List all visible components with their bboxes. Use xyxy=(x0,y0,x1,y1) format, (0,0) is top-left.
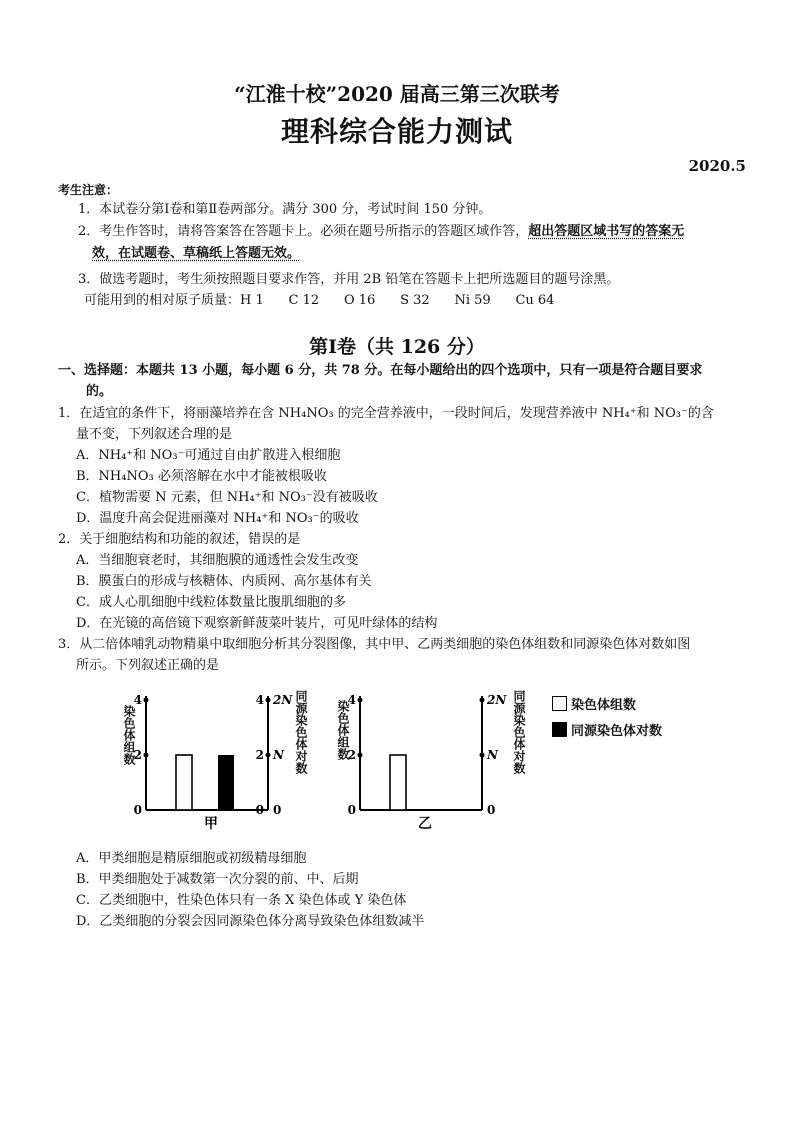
chart-jia-right-tick-4: 2N xyxy=(273,693,293,707)
chart-yi-right-axis-label: 同源染色体对数 xyxy=(512,690,526,774)
q1-stem-cont: 量不变，下列叙述合理的是 xyxy=(76,427,233,442)
legend-item-chromosome-sets xyxy=(552,694,662,712)
notice-item-2-text: 2．考生作答时，请将答案答在答题卡上。必须在题号所指示的答题区域作答， xyxy=(78,224,529,239)
chart-jia-right-inner-tick-2: 2 xyxy=(255,748,264,762)
q3-option-c: C．乙类细胞中，性染色体只有一条 X 染色体或 Y 染色体 xyxy=(76,893,407,908)
chart-jia xyxy=(133,684,296,834)
q3-option-a: A．甲类细胞是精原细胞或初级精母细胞 xyxy=(76,851,307,866)
chart-jia-right-inner-tick-4: 4 xyxy=(255,693,264,707)
chart-yi xyxy=(347,684,510,834)
chart-yi-right-tick-2: N xyxy=(487,748,498,762)
chart-jia-right-tick-2: N xyxy=(273,748,284,762)
chart-jia-right-tick-dot-4 xyxy=(266,698,271,703)
chart-jia-left-tick-4: 4 xyxy=(133,693,142,707)
chart-jia-left-tick-0: 0 xyxy=(133,803,142,817)
legend-swatch-black xyxy=(552,722,567,737)
chart-jia-xlabel: 甲 xyxy=(204,816,218,832)
q2-option-c: C．成人心肌细胞中线粒体数量比腹肌细胞的多 xyxy=(76,595,346,610)
q3-option-b: B．甲类细胞处于减数第一次分裂的前、中、后期 xyxy=(76,872,359,887)
notice-item-2-cont xyxy=(92,243,300,264)
chart-jia-bar-homologous-pairs xyxy=(218,755,234,810)
section-instruction: 一、选择题：本题共 13 小题，每小题 6 分，共 78 分。在每小题给出的四个选项中，只有一项是符合题目要求 xyxy=(58,363,703,378)
q2-option-d: D．在光镜的高倍镜下观察新鲜菠菜叶装片，可见叶绿体的结构 xyxy=(76,616,438,631)
q3-stem-cont: 所示。下列叙述正确的是 xyxy=(76,658,220,673)
chart-jia-right-tick-dot-2 xyxy=(266,753,271,758)
notice-item-2-emphasis: 超出答题区域书写的答案无 xyxy=(528,224,685,239)
exam-date: 2020.5 xyxy=(688,157,746,175)
chart-yi-left-tick-0: 0 xyxy=(347,803,356,817)
q3-option-d: D．乙类细胞的分裂会因同源染色体分离导致染色体组数减半 xyxy=(76,914,425,929)
chart-yi-left-tick-dot-4 xyxy=(358,698,363,703)
chart-yi-right-tick-4: 2N xyxy=(487,693,507,707)
section-title: 第Ⅰ卷（共 126 分） xyxy=(309,336,485,358)
legend-item-homologous-pairs xyxy=(552,720,662,738)
chart-yi-left-axis-label: 染色体组数 xyxy=(336,700,350,760)
chart-yi-xlabel: 乙 xyxy=(418,816,432,832)
atomic-masses: 可能用到的相对原子质量：H 1 C 12 O 16 S 32 Ni 59 Cu 64 xyxy=(84,293,555,308)
chart-yi-right-tick-dot-2 xyxy=(480,753,485,758)
chart-jia-left-tick-dot-2 xyxy=(144,753,149,758)
legend-label-homologous-pairs: 同源染色体对数 xyxy=(571,723,663,739)
q1-option-c: C．植物需要 N 元素，但 NH₄⁺和 NO₃⁻没有被吸收 xyxy=(76,490,378,505)
chart-yi-bar-chromosome-sets xyxy=(390,755,406,810)
q2-option-b: B．膜蛋白的形成与核糖体、内质网、高尔基体有关 xyxy=(76,574,372,589)
notice-heading: 考生注意： xyxy=(58,183,119,197)
notice-item-3: 3．做选考题时，考生须按照题目要求作答，并用 2B 铅笔在答题卡上把所选题目的题号涂黑。 xyxy=(78,272,620,287)
chart-jia-bar-chromosome-sets xyxy=(176,755,192,810)
q2-stem: 2．关于细胞结构和功能的叙述，错误的是 xyxy=(58,532,301,547)
q1-option-b: B．NH₄NO₃ 必须溶解在水中才能被根吸收 xyxy=(76,469,327,484)
chart-yi-right-tick-dot-4 xyxy=(480,698,485,703)
exam-subject-title: 理科综合能力测试 xyxy=(280,115,513,148)
q3-stem: 3．从二倍体哺乳动物精巢中取细胞分析其分裂图像，其中甲、乙两类细胞的染色体组数和同源染色体对数如图 xyxy=(58,637,691,652)
q1-option-a: A．NH₄⁺和 NO₃⁻可通过自由扩散进入根细胞 xyxy=(76,448,341,463)
legend-swatch-white xyxy=(552,696,567,711)
legend-label-chromosome-sets: 染色体组数 xyxy=(571,697,637,713)
chart-jia-left-axis-label: 染色体组数 xyxy=(122,705,136,765)
notice-item-2-emphasis-cont: 效，在试题卷、草稿纸上答题无效。 xyxy=(92,246,301,261)
exam-series-title: “江淮十校”2020 届高三第三次联考 xyxy=(234,82,560,106)
q2-option-a: A．当细胞衰老时，其细胞膜的通透性会发生改变 xyxy=(76,553,359,568)
q1-stem: 1．在适宜的条件下，将丽藻培养在含 NH₄NO₃ 的完全营养液中，一段时间后，发现营养液中 NH₄⁺和 NO₃⁻的含 xyxy=(58,406,714,421)
section-instruction-cont: 的。 xyxy=(86,384,113,399)
notice-item-1: 1．本试卷分第Ⅰ卷和第Ⅱ卷两部分。满分 300 分，考试时间 150 分钟。 xyxy=(78,202,492,217)
notice-item-2 xyxy=(78,221,684,242)
chart-jia-right-axis-label: 同源染色体对数 xyxy=(294,690,308,774)
chart-jia-left-tick-2: 2 xyxy=(133,748,142,762)
chart-jia-left-tick-dot-4 xyxy=(144,698,149,703)
legend xyxy=(552,694,662,738)
chart-yi-left-tick-4: 4 xyxy=(347,693,356,707)
chart-yi-left-tick-dot-2 xyxy=(358,753,363,758)
chart-yi-right-tick-0: 0 xyxy=(487,803,496,817)
chart-jia-right-inner-tick-0: 0 xyxy=(255,803,264,817)
chart-yi-left-tick-2: 2 xyxy=(347,748,356,762)
chart-jia-right-tick-0: 0 xyxy=(273,803,282,817)
q1-option-d: D．温度升高会促进丽藻对 NH₄⁺和 NO₃⁻的吸收 xyxy=(76,511,359,526)
